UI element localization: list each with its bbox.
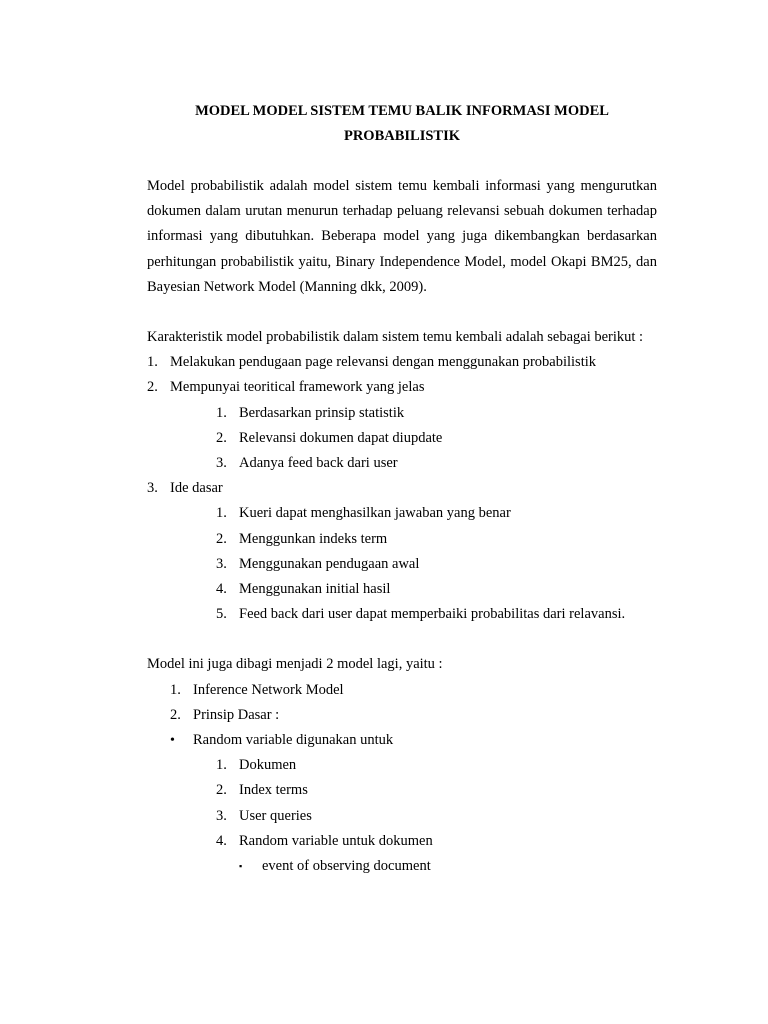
list-text: Prinsip Dasar : <box>193 706 280 723</box>
list-number: 2. <box>216 530 227 547</box>
sub-list-item <box>147 501 657 526</box>
model-intro-paragraph: Model ini juga dibagi menjadi 2 model lagi, yaitu : <box>147 656 443 673</box>
list-number: 1. <box>216 757 227 774</box>
list-text: Random variable untuk dokumen <box>239 832 433 849</box>
list-number: 3. <box>216 555 227 572</box>
list-text: Index terms <box>239 782 308 799</box>
list-text: Melakukan pendugaan page relevansi dengan menggunakan probabilistik <box>170 354 597 371</box>
list-number: 1. <box>170 681 181 698</box>
sub-list-item <box>147 753 657 778</box>
list-number: 5. <box>216 606 227 623</box>
sub-list-item <box>147 401 657 426</box>
list-number: 1. <box>216 505 227 522</box>
list-text: event of observing document <box>262 858 431 875</box>
list-text: Menggunkan indeks term <box>239 530 388 547</box>
list-text: Random variable digunakan untuk <box>193 732 394 749</box>
sub-sub-list-item <box>147 854 657 879</box>
list-number: 3. <box>216 807 227 824</box>
list-number: 2. <box>216 429 227 446</box>
bullet-icon: • <box>170 733 175 749</box>
intro-paragraph: Model probabilistik adalah model sistem temu kembali informasi yang mengurutkan dokumen dalam urutan menurun terhadap peluang relevansi sebuah dokumen terhadap informasi yang dibutuhkan. Beberapa model yang juga dikembangkan berdasarkan perhitungan probabilistik yaitu, Binary Independence Model, model Okapi BM25, dan Bayesian Network Model (Manning dkk, 2009). <box>147 178 657 295</box>
list-text: Menggunakan pendugaan awal <box>239 555 420 572</box>
list-item <box>147 350 657 375</box>
sub-list-item <box>147 552 657 577</box>
list-item <box>147 678 657 703</box>
list-number: 3. <box>147 480 158 497</box>
sub-list-item <box>147 602 657 627</box>
document-body <box>147 99 657 879</box>
list-number: 2. <box>170 706 181 723</box>
list-number: 1. <box>147 354 158 371</box>
karakteristik-paragraph: Karakteristik model probabilistik dalam sistem temu kembali adalah sebagai berikut : <box>147 329 644 346</box>
list-number: 4. <box>216 581 227 598</box>
list-number: 3. <box>216 455 227 472</box>
list-text: Berdasarkan prinsip statistik <box>239 404 405 421</box>
list-text: User queries <box>239 807 312 824</box>
list-text: Mempunyai teoritical framework yang jelas <box>170 379 425 396</box>
document-title-line-1: MODEL MODEL SISTEM TEMU BALIK INFORMASI MODEL <box>195 103 609 119</box>
list-item <box>147 375 657 400</box>
sub-list-item <box>147 804 657 829</box>
list-text: Dokumen <box>239 757 297 774</box>
list-item <box>147 476 657 501</box>
list-number: 2. <box>147 379 158 396</box>
list-text: Kueri dapat menghasilkan jawaban yang benar <box>239 505 511 522</box>
sub-list-item <box>147 829 657 854</box>
list-number: 2. <box>216 782 227 799</box>
bullet-item <box>147 728 657 753</box>
list-number: 4. <box>216 832 227 849</box>
list-text: Relevansi dokumen dapat diupdate <box>239 429 443 446</box>
list-text: Inference Network Model <box>193 681 344 698</box>
list-number: 1. <box>216 404 227 421</box>
list-text: Ide dasar <box>170 480 223 497</box>
sub-list-item <box>147 577 657 602</box>
sub-list-item <box>147 527 657 552</box>
document-title-line-2: PROBABILISTIK <box>343 128 461 144</box>
sub-list-item <box>147 778 657 803</box>
sub-list-item <box>147 451 657 476</box>
list-text: Menggunakan initial hasil <box>239 581 391 598</box>
list-text: Adanya feed back dari user <box>239 455 398 472</box>
sub-list-item <box>147 426 657 451</box>
list-text: Feed back dari user dapat memperbaiki probabilitas dari relavansi. <box>239 606 626 623</box>
square-bullet-icon: ▪ <box>239 861 243 872</box>
list-item <box>147 703 657 728</box>
